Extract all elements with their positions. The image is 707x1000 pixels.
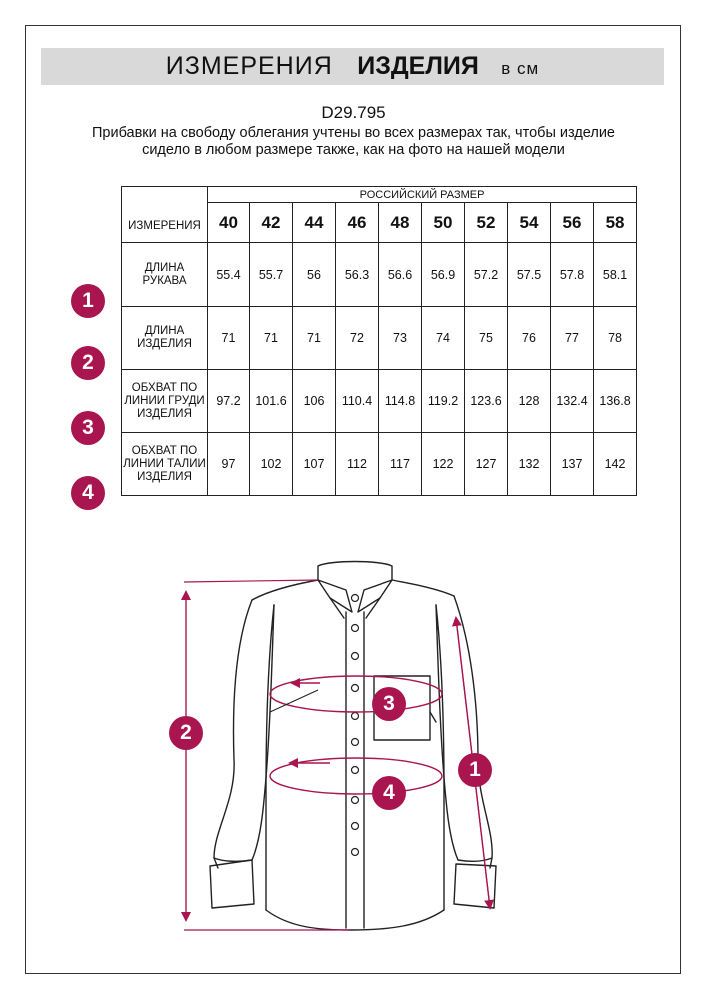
size-header: 48: [379, 203, 422, 243]
table-cell: 123.6: [465, 370, 508, 433]
table-cell: 119.2: [422, 370, 465, 433]
row-label-garment-length: ДЛИНА ИЗДЕЛИЯ: [122, 307, 208, 370]
size-header: 44: [293, 203, 336, 243]
table-cell: 137: [551, 433, 594, 496]
table-cell: 101.6: [250, 370, 293, 433]
diagram-badge-chest: 3: [372, 687, 406, 721]
size-header: 42: [250, 203, 293, 243]
table-cell: 128: [508, 370, 551, 433]
table-cell: 106: [293, 370, 336, 433]
table-cell: 56.9: [422, 243, 465, 307]
fit-note: Прибавки на свободу облегания учтены во всех размерах так, чтобы изделие сидело в любом размере также, как на фото на нашей модели: [91, 125, 615, 158]
table-cell: 117: [379, 433, 422, 496]
table-cell: 102: [250, 433, 293, 496]
chest-girth-icon: [270, 676, 442, 712]
table-cell: 57.2: [465, 243, 508, 307]
table-cell: 71: [293, 307, 336, 370]
size-header: 46: [336, 203, 379, 243]
table-cell: 136.8: [594, 370, 637, 433]
table-cell: 71: [250, 307, 293, 370]
table-cell: 132: [508, 433, 551, 496]
table-cell: 55.7: [250, 243, 293, 307]
row-label-waist-girth: ОБХВАТ ПО ЛИНИИ ТАЛИИ ИЗДЕЛИЯ: [122, 433, 208, 496]
table-cell: 132.4: [551, 370, 594, 433]
size-header: 52: [465, 203, 508, 243]
table-cell: 114.8: [379, 370, 422, 433]
diagram-badge-waist: 4: [372, 776, 406, 810]
row-label-sleeve-length: ДЛИНА РУКАВА: [122, 243, 208, 307]
size-header: 40: [208, 203, 250, 243]
table-cell: 56.3: [336, 243, 379, 307]
table-cell: 127: [465, 433, 508, 496]
table-cell: 142: [594, 433, 637, 496]
table-corner-label: ИЗМЕРЕНИЯ: [122, 187, 208, 243]
table-cell: 58.1: [594, 243, 637, 307]
table-cell: 72: [336, 307, 379, 370]
table-cell: 57.8: [551, 243, 594, 307]
row-badge-4: 4: [71, 476, 105, 510]
diagram-badge-length: 2: [169, 716, 203, 750]
waist-girth-icon: [270, 758, 442, 794]
table-cell: 110.4: [336, 370, 379, 433]
size-header: 50: [422, 203, 465, 243]
title-units: в см: [501, 59, 540, 78]
row-badge-2: 2: [71, 346, 105, 380]
table-cell: 107: [293, 433, 336, 496]
table-cell: 112: [336, 433, 379, 496]
table-cell: 71: [208, 307, 250, 370]
table-cell: 122: [422, 433, 465, 496]
table-cell: 73: [379, 307, 422, 370]
table-cell: 56.6: [379, 243, 422, 307]
title-measurements: ИЗМЕРЕНИЯ: [165, 52, 333, 80]
shirt-buttons-icon: [352, 595, 359, 856]
row-badge-1: 1: [71, 284, 105, 318]
size-header: 56: [551, 203, 594, 243]
diagram-badge-sleeve: 1: [458, 753, 492, 787]
table-cell: 57.5: [508, 243, 551, 307]
row-badge-3: 3: [71, 411, 105, 445]
row-label-chest-girth: ОБХВАТ ПО ЛИНИИ ГРУДИ ИЗДЕЛИЯ: [122, 370, 208, 433]
table-cell: 74: [422, 307, 465, 370]
table-cell: 97.2: [208, 370, 250, 433]
table-cell: 77: [551, 307, 594, 370]
product-code: D29.795: [321, 103, 386, 122]
table-cell: 78: [594, 307, 637, 370]
size-header: 54: [508, 203, 551, 243]
table-cell: 75: [465, 307, 508, 370]
table-cell: 55.4: [208, 243, 250, 307]
shirt-outline-icon: [210, 562, 496, 931]
size-system-header: РОССИЙСКИЙ РАЗМЕР: [208, 187, 637, 203]
title-product: ИЗДЕЛИЯ: [357, 52, 479, 80]
size-header: 58: [594, 203, 637, 243]
table-cell: 56: [293, 243, 336, 307]
table-cell: 97: [208, 433, 250, 496]
table-cell: 76: [508, 307, 551, 370]
